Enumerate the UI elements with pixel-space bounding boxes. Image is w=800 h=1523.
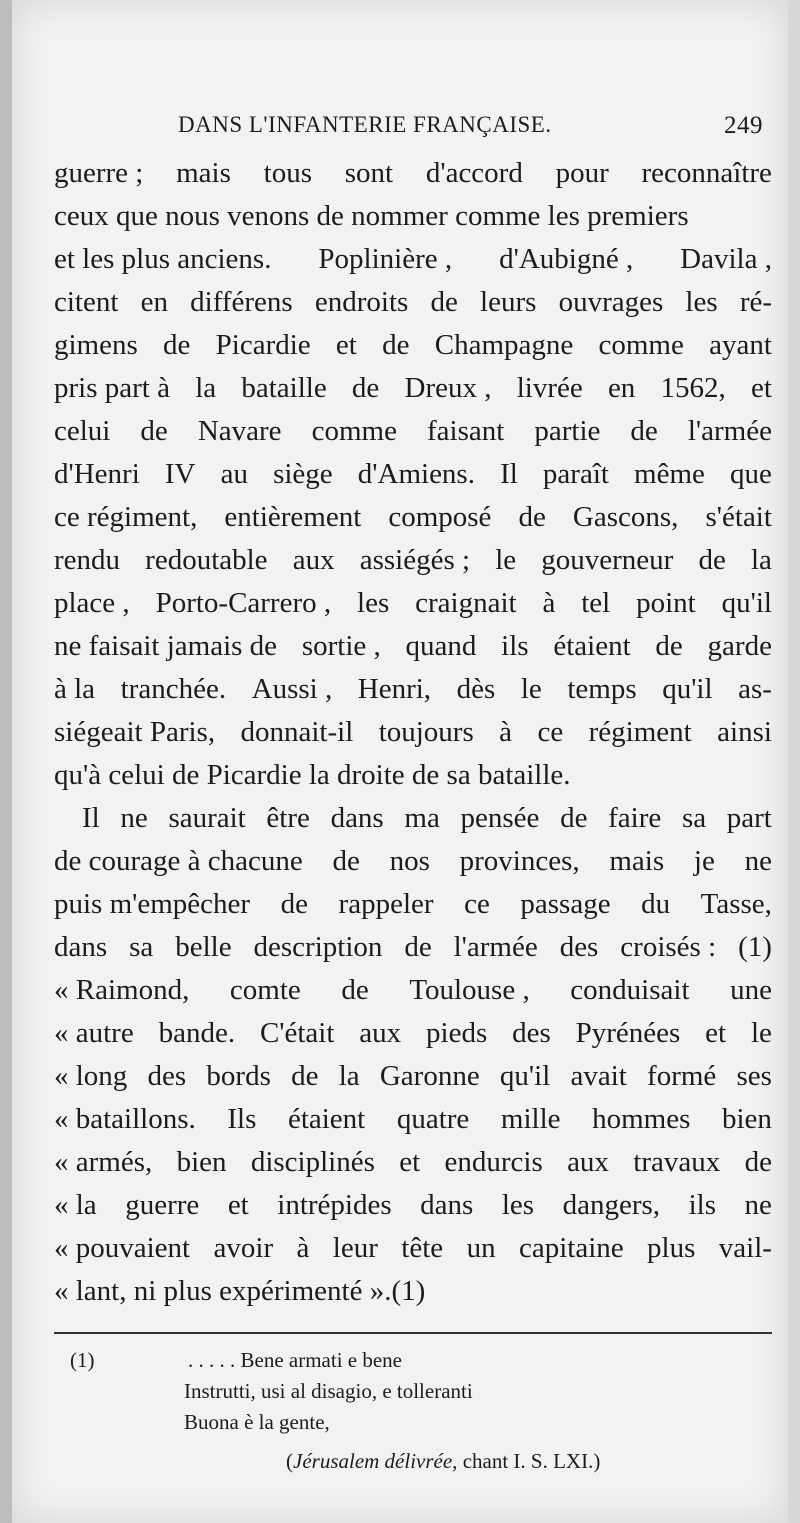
word: siégeait Paris, [54, 716, 216, 748]
word: tel [581, 587, 611, 619]
word: de [163, 329, 191, 361]
word: les [501, 1189, 535, 1221]
word: Aussi , [251, 673, 333, 705]
word: provinces, [459, 845, 580, 877]
text-line [54, 625, 772, 668]
text-line [54, 453, 772, 496]
word: le [520, 673, 542, 705]
word: pour [555, 157, 609, 189]
word: aux [292, 544, 335, 576]
word: l'armée [687, 415, 772, 447]
word: dangers, [562, 1189, 661, 1221]
text-line [54, 969, 772, 1012]
word: Garonne [379, 1060, 480, 1092]
word: Navare [197, 415, 282, 447]
word: au [220, 458, 248, 490]
word: conduisait [570, 974, 690, 1006]
word: guerre [125, 1189, 200, 1221]
word: leur [332, 1232, 378, 1264]
word: faisant [427, 415, 505, 447]
text-line [54, 754, 772, 797]
word: aux [567, 1146, 609, 1178]
word: de [518, 501, 546, 533]
word: « long [54, 1060, 128, 1092]
word: de [698, 544, 726, 576]
word: mais [176, 157, 231, 189]
word: craignait [415, 587, 517, 619]
word: point [636, 587, 696, 619]
text-line [54, 1141, 772, 1184]
source-reference: chant I. S. LXI.) [462, 1449, 601, 1473]
footnote-line: Instrutti, usi al disagio, e tolleranti [184, 1379, 473, 1403]
word: Gascons, [572, 501, 679, 533]
footnote-line: Buona è la gente, [184, 1410, 330, 1434]
running-header [178, 104, 763, 144]
text-line [54, 840, 772, 883]
word: Davila , [680, 243, 772, 275]
word: bande. [158, 1017, 236, 1049]
word: Ils [227, 1103, 257, 1135]
word: composé [388, 501, 492, 533]
text-line [54, 367, 772, 410]
word: passage [520, 888, 611, 920]
word: ne [744, 845, 772, 877]
word: et [399, 1146, 421, 1178]
word: intrépides [277, 1189, 392, 1221]
text-line [54, 281, 772, 324]
word: dans [420, 1189, 474, 1221]
word: reconnaître [641, 157, 772, 189]
word: capitaine [518, 1232, 624, 1264]
word: Poplinière , [318, 243, 453, 275]
word: puis m'empêcher [54, 888, 251, 920]
word: garde [707, 630, 772, 662]
page-number: 249 [724, 112, 763, 139]
word: dès [456, 673, 496, 705]
word: quand [405, 630, 477, 662]
word: faire [608, 802, 662, 834]
word: qu'à celui de Picardie la droite de sa bataille. [54, 759, 571, 791]
word: comme [311, 415, 397, 447]
word: avait [570, 1060, 627, 1092]
word: Toulouse , [409, 974, 530, 1006]
word: siège [273, 458, 333, 490]
word: de [630, 415, 658, 447]
word: d'Henri [54, 458, 140, 490]
source-title: Jérusalem délivrée, [293, 1449, 458, 1473]
word: les [685, 286, 718, 318]
word: bien [176, 1146, 227, 1178]
word: et [335, 329, 357, 361]
word: à [542, 587, 556, 619]
word: de [351, 372, 380, 404]
word: quatre [396, 1103, 470, 1135]
word: Picardie [215, 329, 311, 361]
word: celui [54, 415, 111, 447]
text-line [54, 324, 772, 367]
word: sortie , [301, 630, 381, 662]
word: de [341, 974, 369, 1006]
word: de [140, 415, 168, 447]
word: disciplinés [250, 1146, 375, 1178]
word: 1562, [660, 372, 726, 404]
word: ils [688, 1189, 716, 1221]
word: à [499, 716, 513, 748]
text-line [54, 797, 772, 840]
word: ayant [709, 329, 772, 361]
word: Dreux , [404, 372, 492, 404]
word: toujours [378, 716, 474, 748]
word: pensée [460, 802, 540, 834]
word: plus [647, 1232, 696, 1264]
word: part [726, 802, 772, 834]
word: un [466, 1232, 496, 1264]
word: gimens [54, 329, 138, 361]
word: C'était [259, 1017, 335, 1049]
word: en [607, 372, 636, 404]
text-line [54, 883, 772, 926]
word: ils [501, 630, 529, 662]
word: ce [464, 888, 490, 920]
word: ce [537, 716, 564, 748]
word: (1) [738, 931, 772, 963]
word: rendu [54, 544, 121, 576]
word: à [296, 1232, 310, 1264]
word: Pyrénées [575, 1017, 681, 1049]
word: hommes [592, 1103, 691, 1135]
word: guerre ; [54, 157, 144, 189]
text-line [54, 1184, 772, 1227]
word: as- [738, 673, 772, 705]
word: bien [721, 1103, 772, 1135]
word: ce régiment, [54, 501, 198, 533]
word: nos [389, 845, 430, 877]
word: Henri, [357, 673, 432, 705]
footnote-rule [54, 1332, 772, 1334]
word: « autre [54, 1017, 134, 1049]
word: assiégés ; [359, 544, 471, 576]
word: ceux que nous venons de nommer comme les premiers [54, 200, 689, 232]
word: de courage à chacune [54, 845, 303, 877]
page-edge-right [788, 0, 800, 1523]
word: sa [129, 931, 154, 963]
word: aux [359, 1017, 402, 1049]
word: pris part à [54, 372, 170, 404]
word: mille [500, 1103, 561, 1135]
word: de [404, 931, 432, 963]
word: même [634, 458, 705, 490]
word: d'Amiens. [357, 458, 475, 490]
word: et [705, 1017, 727, 1049]
word: d'accord [425, 157, 523, 189]
word: le [495, 544, 517, 576]
word: saurait [168, 802, 246, 834]
word: bataille [241, 372, 327, 404]
word: vail- [718, 1232, 772, 1264]
word: mais [609, 845, 665, 877]
word: je [693, 845, 715, 877]
word: de [744, 1146, 772, 1178]
word: de [560, 802, 588, 834]
word: temps [567, 673, 637, 705]
word: paraît [542, 458, 609, 490]
word: formé [647, 1060, 717, 1092]
source-open-paren: ( [286, 1449, 293, 1473]
word: « lant, ni plus expérimenté ».(1) [54, 1275, 426, 1307]
word: citent [54, 286, 119, 318]
word: endurcis [444, 1146, 543, 1178]
word: place , [54, 587, 130, 619]
word: Il [500, 458, 518, 490]
text-line [54, 410, 772, 453]
word: ré- [739, 286, 772, 318]
word: tête [401, 1232, 444, 1264]
word: ne [744, 1189, 772, 1221]
word: bords [206, 1060, 271, 1092]
word: pieds [426, 1017, 488, 1049]
word: tranchée. [120, 673, 227, 705]
word: avoir [213, 1232, 274, 1264]
word: la [338, 1060, 360, 1092]
text-line [54, 496, 772, 539]
word: sont [344, 157, 394, 189]
word: travaux [633, 1146, 721, 1178]
text-line [54, 1055, 772, 1098]
footnote-line: . . . . . Bene armati e bene [188, 1348, 402, 1372]
footnote [64, 1346, 764, 1473]
word: partie [534, 415, 601, 447]
word: « la [54, 1189, 97, 1221]
word: étaient [287, 1103, 366, 1135]
word: endroits [314, 286, 409, 318]
word: de [291, 1060, 319, 1092]
text-line [54, 926, 772, 969]
text-line [54, 1227, 772, 1270]
text-line [54, 1012, 772, 1055]
word: ma [404, 802, 440, 834]
footnote-source [286, 1447, 600, 1476]
word: ne [120, 802, 148, 834]
text-line [54, 539, 772, 582]
word: redoutable [145, 544, 268, 576]
word: qu'il [721, 587, 772, 619]
word: l'armée [453, 931, 538, 963]
word: que [730, 458, 772, 490]
word: Il [82, 802, 100, 834]
text-line [54, 238, 772, 281]
word: ainsi [717, 716, 772, 748]
text-line [54, 711, 772, 754]
word: être [266, 802, 310, 834]
text-line [54, 1270, 772, 1313]
word: une [730, 974, 772, 1006]
word: « Raimond, [54, 974, 190, 1006]
word: dans [54, 931, 108, 963]
word: leurs [480, 286, 537, 318]
word: des [512, 1017, 551, 1049]
word: et les plus anciens. [54, 243, 272, 275]
word: qu'il [662, 673, 713, 705]
body-text [54, 152, 772, 1313]
word: ses [736, 1060, 772, 1092]
word: IV [164, 458, 196, 490]
word: Porto-Carrero , [155, 587, 332, 619]
text-line [54, 668, 772, 711]
word: « armés, [54, 1146, 153, 1178]
word: ouvrages [558, 286, 664, 318]
word: « pouvaient [54, 1232, 191, 1264]
text-line [54, 1098, 772, 1141]
word: des [147, 1060, 187, 1092]
word: croisés : [620, 931, 717, 963]
word: les [357, 587, 390, 619]
word: du [641, 888, 671, 920]
word: belle [175, 931, 232, 963]
page-gutter-left [0, 0, 12, 1523]
word: comte [229, 974, 301, 1006]
word: donnait-il [240, 716, 354, 748]
word: le [750, 1017, 772, 1049]
text-line [54, 195, 772, 238]
text-line [54, 582, 772, 625]
running-title: DANS L'INFANTERIE FRANÇAISE. [178, 112, 552, 137]
word: « bataillons. [54, 1103, 196, 1135]
word: et [227, 1189, 249, 1221]
word: comme [598, 329, 684, 361]
word: de [332, 845, 360, 877]
text-line [54, 152, 772, 195]
word: à la [54, 673, 96, 705]
word: étaient [553, 630, 631, 662]
word: entièrement [224, 501, 362, 533]
word: Tasse, [700, 888, 772, 920]
word: Champagne [434, 329, 574, 361]
word: des [559, 931, 599, 963]
footnote-marker: (1) [70, 1348, 95, 1372]
word: de [280, 888, 308, 920]
word: de [430, 286, 458, 318]
word: la [751, 544, 772, 576]
word: d'Aubigné , [499, 243, 634, 275]
word: de [382, 329, 410, 361]
word: s'était [705, 501, 772, 533]
word: dans [330, 802, 384, 834]
word: sa [681, 802, 707, 834]
word: différens [190, 286, 293, 318]
word: ne faisait jamais de [54, 630, 278, 662]
word: description [253, 931, 383, 963]
word: la [195, 372, 217, 404]
word: qu'il [499, 1060, 551, 1092]
word: et [751, 372, 772, 404]
word: de [655, 630, 683, 662]
word: gouverneur [541, 544, 674, 576]
word: livrée [516, 372, 583, 404]
word: en [140, 286, 168, 318]
word: régiment [588, 716, 692, 748]
word: rappeler [338, 888, 434, 920]
word: tous [263, 157, 312, 189]
